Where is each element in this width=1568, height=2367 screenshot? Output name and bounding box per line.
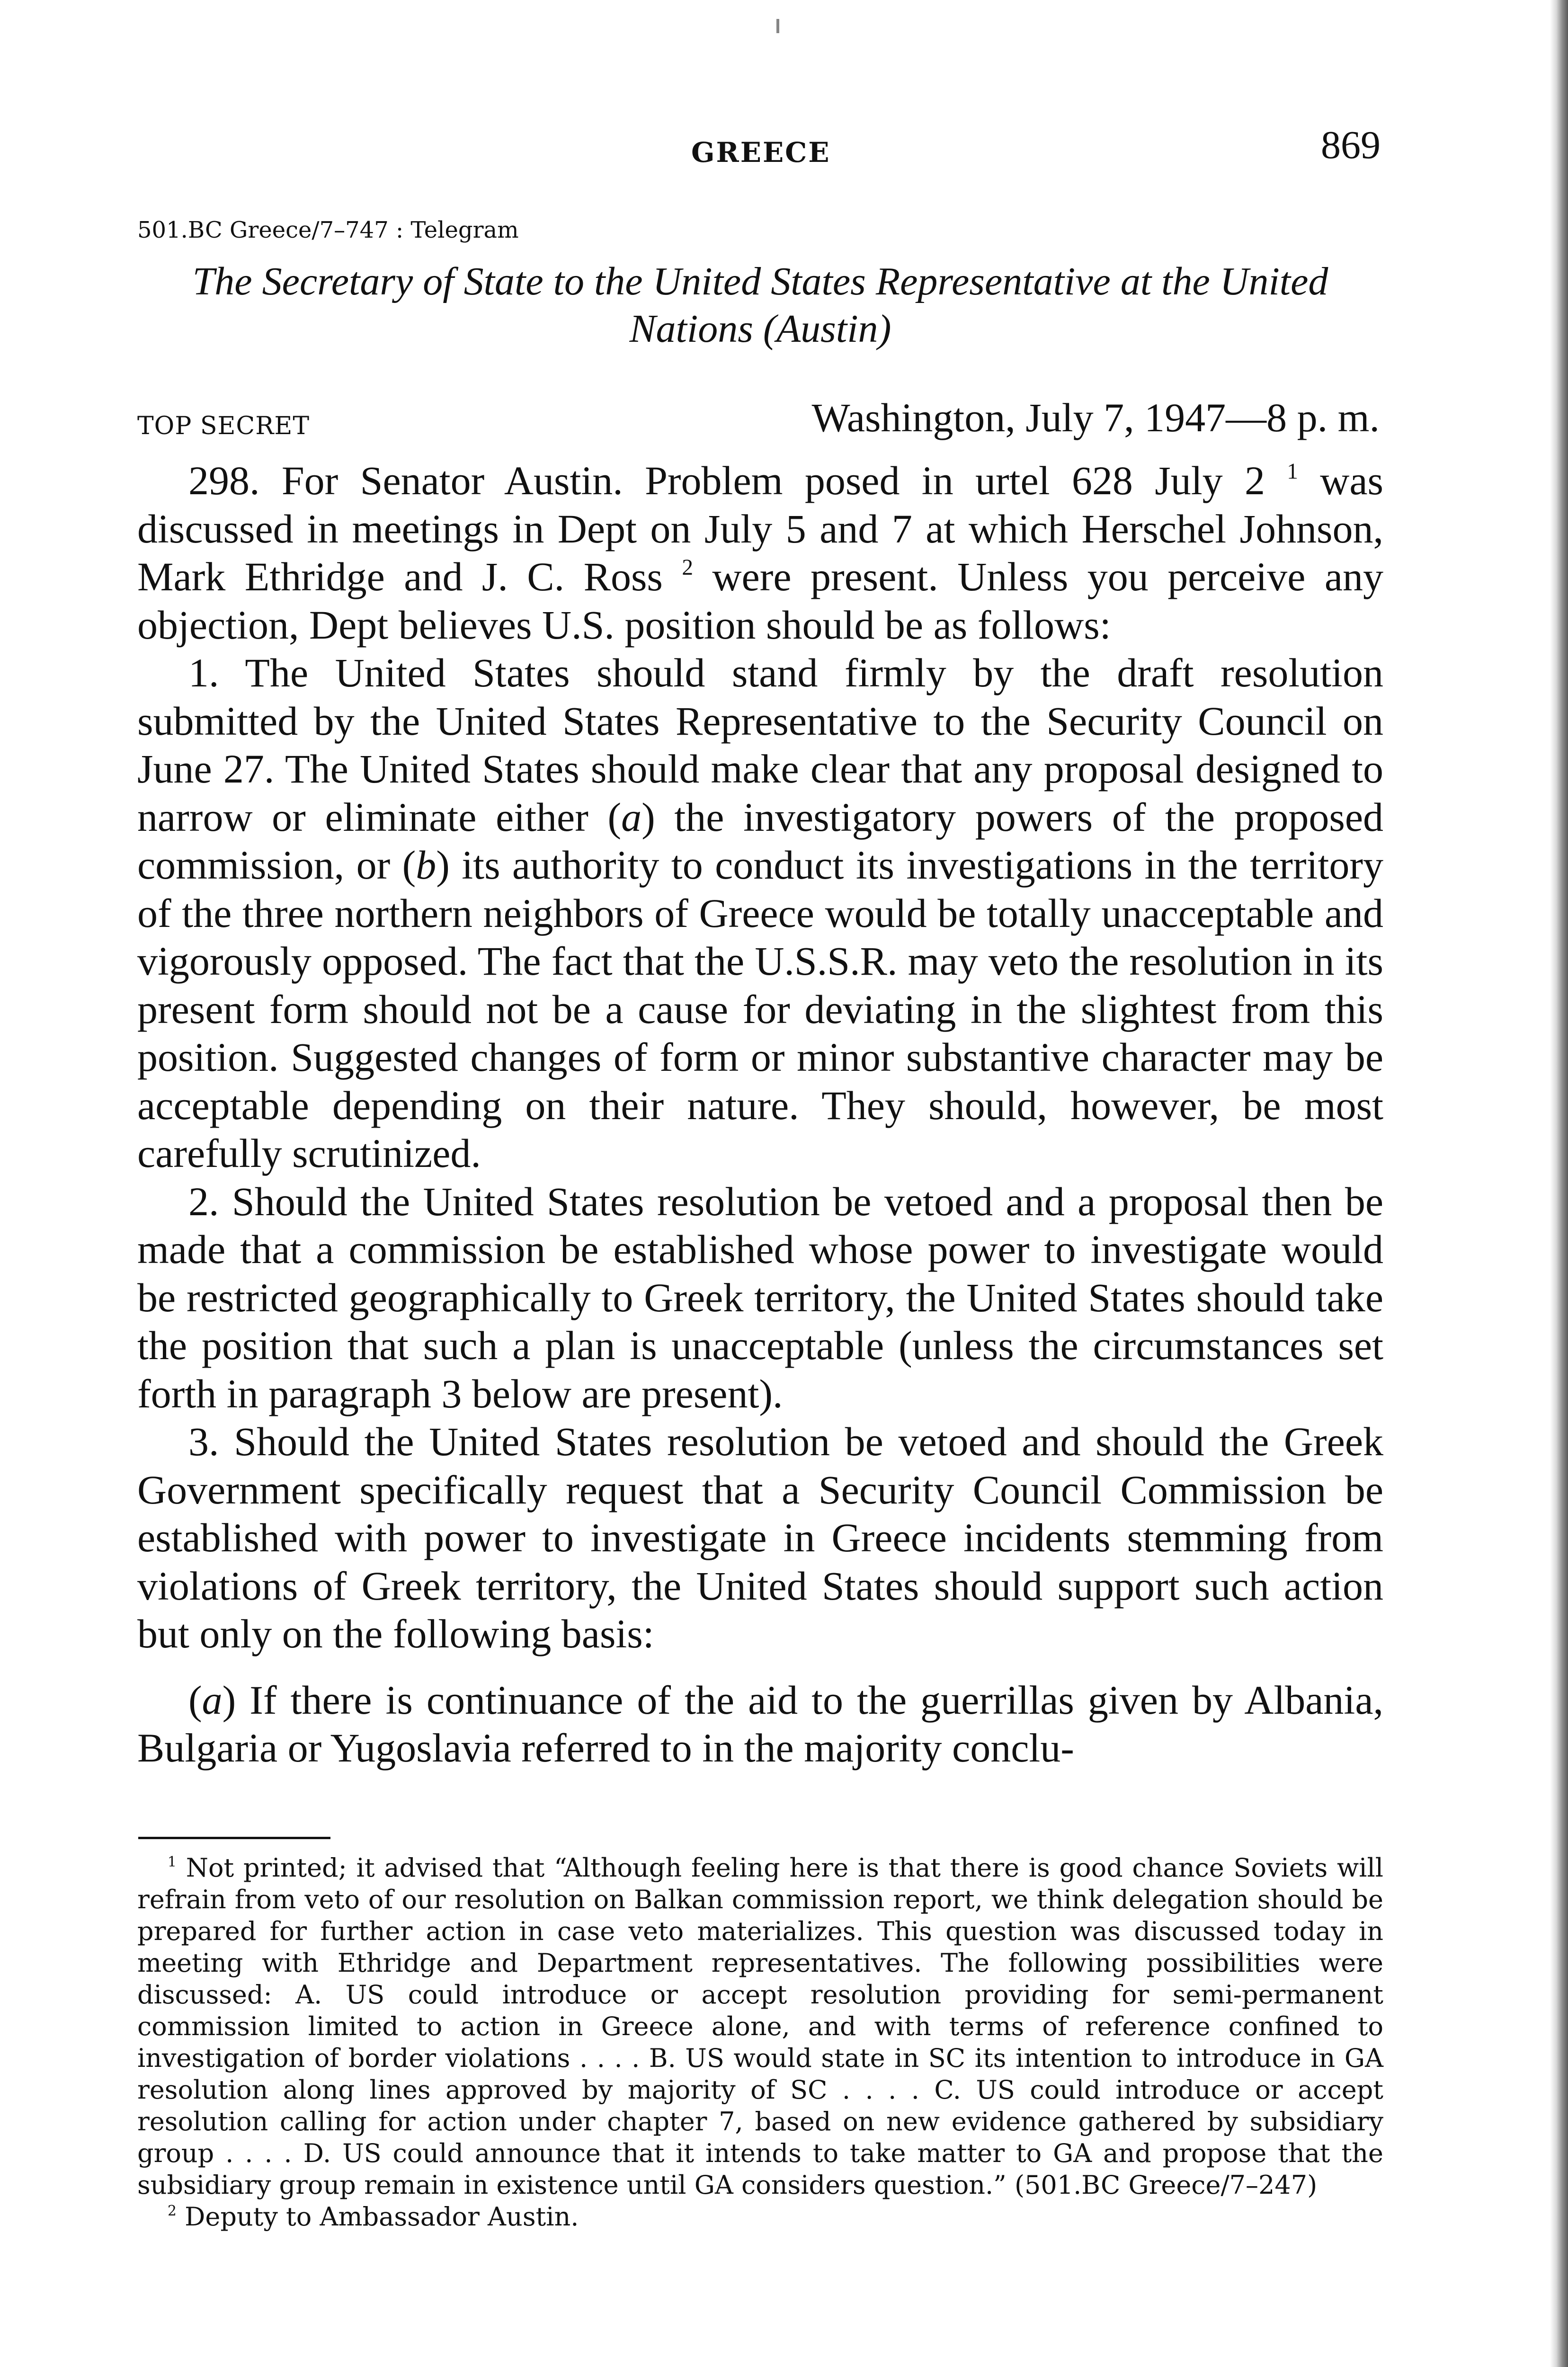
dateline: Washington, July 7, 1947—8 p. m. xyxy=(811,395,1380,440)
paragraph-2: 2. Should the United States resolution be vetoed and a proposal then be made that a commission be established whose power to investigate would be restricted geographically to Greek territory, the United States should take the position that such a plan is unacceptable (unless the circumstances set forth in paragraph 3 below are present). xyxy=(137,1178,1383,1416)
footnotes xyxy=(137,1852,1383,2233)
classification-label: TOP SECRET xyxy=(137,412,310,440)
scan-speck xyxy=(776,19,779,33)
telegram-body xyxy=(137,457,1383,1772)
file-reference: 501.BC Greece/7–747 : Telegram xyxy=(137,217,519,243)
footnote-ref-1: 1 xyxy=(1287,459,1298,484)
page-number: 869 xyxy=(1321,123,1381,167)
footnote-ref-2: 2 xyxy=(682,555,693,580)
footnote-divider xyxy=(138,1837,330,1839)
footnote-2: $^2$ Deputy to Ambassador Austin. xyxy=(168,2202,579,2232)
paragraph-3: 3. Should the United States resolution be vetoed and should the Greek Government specifically request that a Security Council Commission be established with power to investigate in Greece incidents stemming from violations of Greek territory, the United States should support such action but only on the following basis: xyxy=(137,1419,1383,1656)
paragraph-intro: 298. For Senator Austin. Problem posed in urtel 628 July 2 $^1$ was discussed in meetings in Dept on July 5 and 7 at which Herschel Johnson, Mark Ethridge and J. C. Ross $^2$ were present. Unless you perceive any objection, Dept believes U.S. position should be as follows: xyxy=(137,458,1384,648)
paragraph-3a: (a) If there is continuance of the aid to the guerrillas given by Albania, Bulgaria or Yugoslavia referred to in the majority conclu- xyxy=(137,1677,1383,1771)
paragraph-1: 1. The United States should stand firmly by the draft resolution submitted by the United States Representative to the Security Council on June 27. The United States should make clear that any proposal designed to narrow or eliminate either (a) the investigatory powers of the proposed commission, or (b) its authority to conduct its investigations in the territory of the three northern neighbors of Greece would be totally unacceptable and vigorously opposed. The fact that the U.S.S.R. may veto the resolution in its present form should not be a cause for deviating in the slightest from this position. Suggested changes of form or minor substantive character may be acceptable depending on their nature. They should, however, be most carefully scrutinized. xyxy=(137,650,1383,1176)
document-title: The Secretary of State to the United States Representative at the United Nations (Austin) xyxy=(192,259,1328,351)
scan-edge-shadow xyxy=(1550,0,1568,2367)
running-head: GREECE xyxy=(691,136,831,169)
footnote-1: $^1$ Not printed; it advised that “Although feeling here is that there is good chance Soviets will refrain from veto of our resolution on Balkan commission report, we think delegation should be prepared for further action in case veto materializes. This question was discussed today in meeting with Ethridge and Department representatives. The following possibilities were discussed: A. US could introduce or accept resolution providing for semi-permanent commission limited to action in Greece alone, and with terms of reference confined to investigation of border violations . . . . B. US would state in SC its intention to introduce in GA resolution along lines approved by majority of SC . . . . C. US could introduce or accept resolution calling for action under chapter 7, based on new evidence gathered by subsidiary group . . . . D. US could announce that it intends to take matter to GA and propose that the subsidiary group remain in existence until GA considers question.” (501.BC Greece/7–247) xyxy=(137,1853,1383,2200)
